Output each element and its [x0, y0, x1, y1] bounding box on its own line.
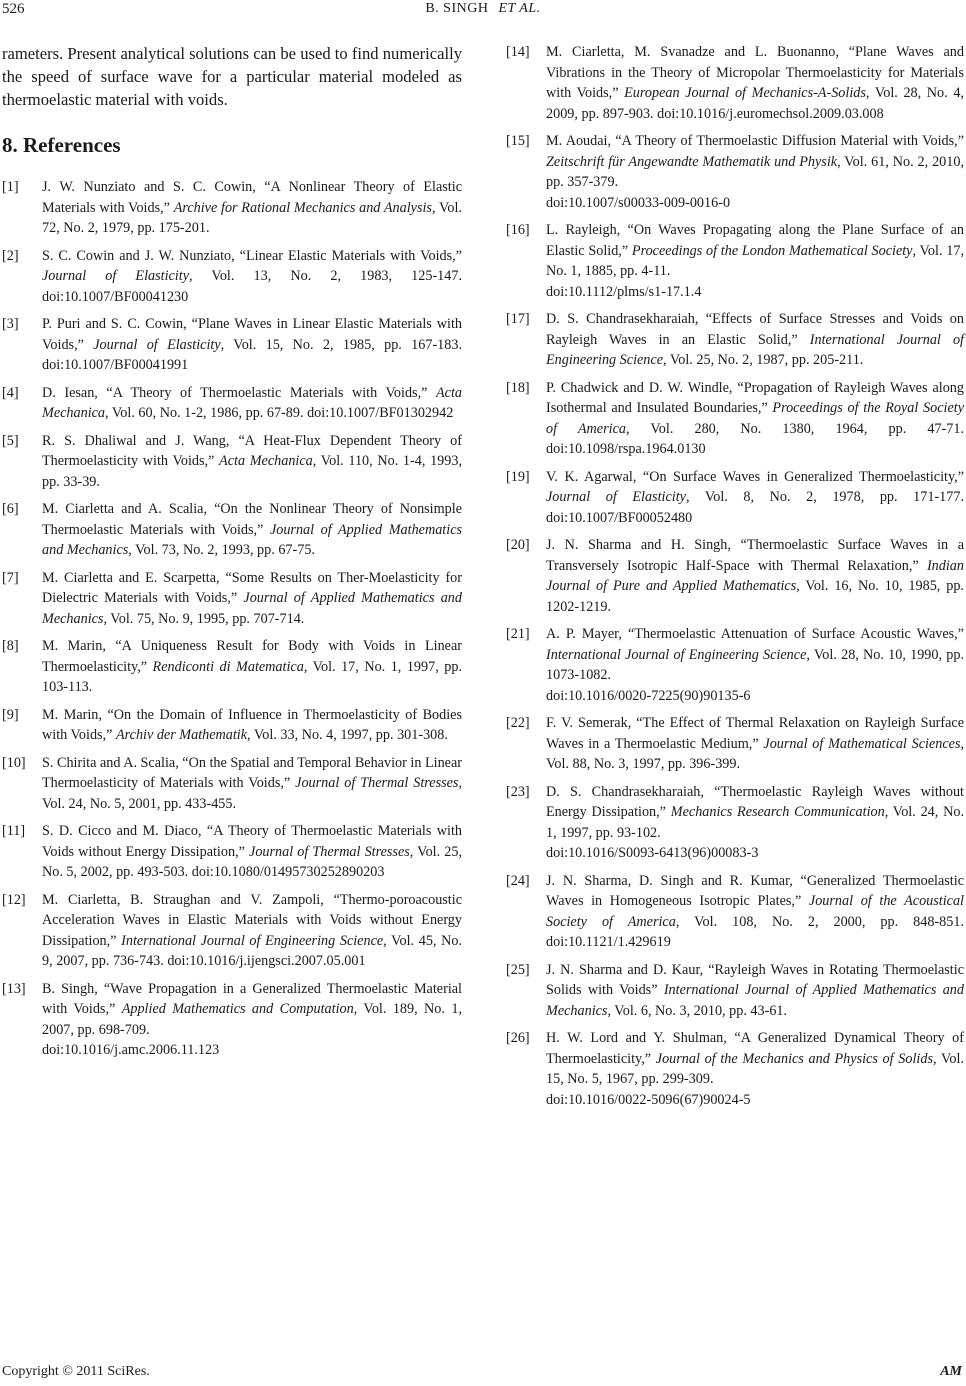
reference-authors-title: M. Marin, “A Uniqueness Result for Body with Voids in Linear Thermoelasticity,”	[42, 638, 462, 675]
reference-text	[546, 467, 964, 529]
reference-item	[506, 624, 964, 706]
reference-item	[506, 713, 964, 775]
reference-journal: Proceedings of the Royal Society of America	[546, 400, 964, 437]
reference-text	[42, 499, 462, 561]
reference-details: , Vol. 88, No. 3, 1997, pp. 396-399.	[546, 735, 965, 772]
reference-details: , Vol. 16, No. 10, 1985, pp. 1202-1219.	[546, 578, 964, 615]
reference-doi: doi:10.1016/0022-5096(67)90024-5	[546, 1091, 751, 1108]
reference-authors-title: M. Ciarletta, B. Straughan and V. Zampoli, “Thermo-poroacoustic Acceleration Waves in Elastic Materials with Voids without Energy Dissipation,”	[42, 891, 462, 949]
reference-text	[546, 871, 964, 953]
reference-number: [6]	[2, 501, 19, 517]
reference-journal: Journal of Elasticity	[546, 489, 686, 505]
reference-doi: doi:10.1016/j.amc.2006.11.123	[42, 1042, 220, 1058]
reference-number: [23]	[506, 783, 530, 800]
reference-text	[42, 568, 462, 630]
reference-number: [22]	[506, 715, 530, 731]
reference-details: , Vol. 17, No. 1, 1997, pp. 103-113.	[42, 658, 462, 695]
reference-details: , Vol. 61, No. 2, 2010, pp. 357-379.	[546, 153, 964, 190]
reference-authors-title: S. D. Cicco and M. Diaco, “A Theory of Thermoelastic Materials with Voids without Energy Dissipation,”	[42, 823, 462, 860]
reference-authors-title: S. C. Cowin and J. W. Nunziato, “Linear Elastic Materials with Voids,”	[42, 247, 462, 264]
reference-number: [13]	[2, 980, 26, 997]
reference-authors-title: L. Rayleigh, “On Waves Propagating along the Plane Surface of an Elastic Solid,”	[546, 222, 964, 259]
reference-text	[546, 1028, 964, 1110]
reference-text	[42, 383, 462, 424]
reference-item	[2, 177, 462, 239]
reference-authors-title: R. S. Dhaliwal and J. Wang, “A Heat-Flux Dependent Theory of Thermoelasticity with Voids,”	[42, 432, 462, 469]
reference-number: [17]	[506, 311, 530, 327]
reference-journal: Indian Journal of Pure and Applied Mathematics	[546, 557, 964, 594]
reference-number: [20]	[506, 537, 530, 553]
reference-details: , Vol. 6, No. 3, 2010, pp. 43-61.	[607, 1002, 788, 1019]
reference-doi: doi:10.1007/s00033-009-0016-0	[546, 194, 731, 211]
reference-authors-title: B. Singh, “Wave Propagation in a Generalized Thermoelastic Material with Voids,”	[42, 980, 462, 1017]
reference-item	[506, 960, 964, 1022]
reference-text	[546, 131, 964, 213]
reference-authors-title: D. S. Chandrasekharaiah, “Thermoelastic Rayleigh Waves without Energy Dissipation,”	[546, 783, 964, 820]
reference-authors-title: D. Iesan, “A Theory of Thermoelastic Materials with Voids,”	[42, 384, 436, 401]
reference-authors-title: V. K. Agarwal, “On Surface Waves in Generalized Thermoelasticity,”	[546, 468, 964, 485]
reference-item	[2, 979, 462, 1061]
reference-text	[546, 309, 964, 371]
reference-doi: doi:10.1016/S0093-6413(96)00083-3	[546, 845, 759, 861]
page-header	[0, 0, 966, 24]
section-heading: 8. References	[2, 133, 121, 157]
reference-authors-title: A. P. Mayer, “Thermoelastic Attenuation of Surface Acoustic Waves,”	[546, 626, 964, 642]
reference-text	[42, 890, 462, 972]
reference-text	[42, 636, 462, 698]
reference-journal: International Journal of Engineering Science	[546, 331, 964, 368]
reference-item	[2, 821, 462, 883]
reference-text	[546, 782, 964, 864]
reference-details: , Vol. 28, No. 10, 1990, pp. 1073-1082.	[546, 646, 964, 683]
left-column	[2, 42, 462, 1068]
reference-number: [24]	[506, 872, 530, 889]
reference-journal: European Journal of Mechanics-A-Solids	[624, 85, 866, 101]
running-head-author: B. SINGH	[425, 1, 489, 16]
reference-details: , Vol. 72, No. 2, 1979, pp. 175-201.	[42, 199, 462, 236]
reference-journal: Archive for Rational Mechanics and Analysis	[173, 199, 432, 216]
reference-authors-title: M. Ciarletta and A. Scalia, “On the Nonlinear Theory of Nonsimple Thermoelastic Materials with Voids,”	[42, 501, 462, 538]
reference-item	[506, 220, 964, 302]
reference-authors-title: H. W. Lord and Y. Shulman, “A Generalized Dynamical Theory of Thermoelasticity,”	[546, 1030, 964, 1067]
reference-authors-title: M. Ciarletta, M. Svanadze and L. Buonanno, “Plane Waves and Vibrations in the Theory of Micropolar Thermoelasticity for Materials with Voids,”	[546, 44, 964, 101]
reference-number: [1]	[2, 179, 19, 195]
reference-authors-title: M. Aoudai, “A Theory of Thermoelastic Diffusion Material with Voids,”	[546, 133, 964, 149]
reference-authors-title: P. Puri and S. C. Cowin, “Plane Waves in Linear Elastic Materials with Voids,”	[42, 316, 462, 353]
reference-details: , Vol. 15, No. 5, 1967, pp. 299-309.	[546, 1050, 964, 1087]
reference-details: , Vol. 60, No. 1-2, 1986, pp. 67-89. doi:10.1007/BF01302942	[105, 405, 454, 421]
running-head-suffix: ET AL.	[498, 1, 541, 16]
reference-authors-title: D. S. Chandrasekharaiah, “Effects of Surface Stresses and Voids on Rayleigh Waves in an Elastic Solid,”	[546, 311, 964, 348]
reference-authors-title: J. N. Sharma and D. Kaur, “Rayleigh Waves in Rotating Thermoelastic Solids with Voids”	[546, 961, 964, 998]
reference-doi: doi:10.1112/plms/s1-17.1.4	[546, 283, 702, 300]
reference-number: [9]	[2, 706, 19, 723]
reference-journal: Acta Mechanica	[219, 453, 313, 469]
reference-item	[506, 378, 964, 460]
reference-text	[546, 378, 964, 460]
reference-number: [26]	[506, 1030, 530, 1046]
reference-item	[2, 890, 462, 972]
reference-number: [10]	[2, 754, 26, 771]
copyright-notice: Copyright © 2011 SciRes.	[2, 1364, 150, 1379]
reference-details: , Vol. 280, No. 1380, 1964, pp. 47-71. doi:10.1098/rspa.1964.0130	[546, 420, 965, 457]
reference-text	[546, 713, 964, 775]
reference-journal: Journal of Applied Mathematics and Mechanics	[42, 521, 463, 558]
reference-item	[2, 383, 462, 424]
reference-journal: Mechanics Research Communication	[670, 804, 885, 820]
reference-number: [19]	[506, 468, 530, 485]
reference-authors-title: M. Marin, “On the Domain of Influence in Thermoelasticity of Bodies with Voids,”	[42, 706, 462, 743]
reference-number: [14]	[506, 44, 530, 60]
reference-authors-title: S. Chirita and A. Scalia, “On the Spatial and Temporal Behavior in Linear Thermoelasticity of Materials with Voids,”	[42, 754, 462, 791]
reference-item	[2, 636, 462, 698]
reference-number: [7]	[2, 569, 19, 586]
reference-item	[2, 753, 462, 815]
reference-details: , Vol. 15, No. 2, 1985, pp. 167-183. doi:10.1007/BF00041991	[42, 336, 462, 373]
reference-details: , Vol. 189, No. 1, 2007, pp. 698-709.	[42, 1001, 462, 1038]
reference-text	[546, 535, 964, 617]
reference-journal: Journal of the Acoustical Society of America	[546, 893, 965, 930]
reference-journal: Journal of Elasticity	[42, 268, 189, 284]
reference-item	[506, 1028, 964, 1110]
reference-item	[2, 705, 462, 746]
reference-journal: Journal of Mathematical Sciences	[763, 735, 961, 752]
reference-journal: International Journal of Engineering Science	[121, 932, 384, 949]
reference-number: [11]	[2, 823, 26, 839]
reference-journal: Journal of Thermal Stresses	[295, 775, 459, 791]
reference-number: [18]	[506, 379, 530, 396]
reference-details: , Vol. 108, No. 2, 2000, pp. 848-851. doi:10.1121/1.429619	[546, 913, 964, 950]
reference-list-left	[2, 177, 462, 1061]
reference-journal: Journal of Elasticity	[93, 336, 221, 353]
page-number: 526	[2, 1, 25, 17]
reference-number: [2]	[2, 247, 19, 264]
reference-item	[2, 499, 462, 561]
reference-journal: Zeitschrift für Angewandte Mathematik und Physik	[546, 153, 838, 170]
reference-authors-title: M. Ciarletta and E. Scarpetta, “Some Results on Ther-Moelasticity for Dielectric Materials with Voids,”	[42, 569, 462, 606]
reference-text	[42, 705, 462, 746]
reference-item	[506, 467, 964, 529]
reference-text	[546, 624, 964, 706]
reference-number: [12]	[2, 891, 26, 908]
reference-item	[506, 42, 964, 124]
reference-details: , Vol. 8, No. 2, 1978, pp. 171-177. doi:10.1007/BF00052480	[546, 489, 964, 526]
reference-item	[506, 871, 964, 953]
reference-text	[42, 753, 462, 815]
reference-number: [8]	[2, 638, 19, 654]
reference-list-right	[506, 42, 964, 1110]
reference-item	[2, 431, 462, 493]
reference-details: , Vol. 13, No. 2, 1983, 125-147. doi:10.1007/BF00041230	[42, 268, 462, 305]
intro-paragraph: rameters. Present analytical solutions can be used to find numerically the speed of surface wave for a particular material modeled as thermoelastic material with voids.	[2, 44, 462, 109]
reference-text	[42, 314, 462, 376]
reference-text	[42, 979, 462, 1061]
reference-details: , Vol. 33, No. 4, 1997, pp. 301-308.	[247, 727, 448, 743]
reference-number: [25]	[506, 961, 530, 978]
reference-item	[506, 535, 964, 617]
reference-details: , Vol. 73, No. 2, 1993, pp. 67-75.	[128, 542, 315, 558]
reference-authors-title: J. N. Sharma, D. Singh and R. Kumar, “Generalized Thermoelastic Waves in Homogeneous Isotropic Plates,”	[546, 872, 964, 909]
reference-journal: Journal of the Mechanics and Physics of Solids	[655, 1050, 933, 1067]
reference-authors-title: P. Chadwick and D. W. Windle, “Propagation of Rayleigh Waves along Isothermal and Insulated Boundaries,”	[546, 379, 964, 416]
reference-details: , Vol. 45, No. 9, 2007, pp. 736-743. doi:10.1016/j.ijengsci.2007.05.001	[42, 932, 462, 969]
reference-text	[42, 821, 462, 883]
reference-doi: doi:10.1016/0020-7225(90)90135-6	[546, 687, 751, 704]
right-column	[506, 42, 964, 1117]
reference-number: [5]	[2, 432, 19, 449]
reference-details: , Vol. 28, No. 4, 2009, pp. 897-903. doi:10.1016/j.euromechsol.2009.03.008	[546, 85, 964, 122]
reference-authors-title: J. W. Nunziato and S. C. Cowin, “A Nonlinear Theory of Elastic Materials with Voids,”	[42, 179, 462, 216]
running-head	[0, 1, 966, 17]
reference-details: , Vol. 25, No. 5, 2002, pp. 493-503. doi:10.1080/01495730252890203	[42, 843, 462, 880]
reference-number: [16]	[506, 222, 530, 238]
reference-item	[506, 309, 964, 371]
reference-details: , Vol. 25, No. 2, 1987, pp. 205-211.	[663, 352, 864, 368]
reference-item	[2, 246, 462, 308]
reference-item	[2, 314, 462, 376]
journal-abbreviation: AM	[940, 1364, 962, 1379]
reference-details: , Vol. 17, No. 1, 1885, pp. 4-11.	[546, 242, 964, 279]
reference-details: , Vol. 110, No. 1-4, 1993, pp. 33-39.	[42, 453, 462, 490]
reference-journal: Rendiconti di Matematica	[152, 658, 304, 675]
reference-item	[506, 782, 964, 864]
reference-item	[2, 568, 462, 630]
reference-journal: Proceedings of the London Mathematical Society	[631, 242, 913, 259]
reference-number: [15]	[506, 133, 530, 149]
reference-authors-title: F. V. Semerak, “The Effect of Thermal Relaxation on Rayleigh Surface Waves in a Thermoelastic Medium,”	[546, 715, 964, 752]
reference-details: , Vol. 24, No. 5, 2001, pp. 433-455.	[42, 775, 462, 812]
reference-item	[506, 131, 964, 213]
reference-details: , Vol. 75, No. 9, 1995, pp. 707-714.	[103, 610, 305, 627]
reference-authors-title: J. N. Sharma and H. Singh, “Thermoelastic Surface Waves in a Transversely Isotropic Half-Space with Thermal Relaxation,”	[546, 537, 964, 574]
reference-journal: Journal of Thermal Stresses	[249, 843, 410, 860]
reference-journal: International Journal of Engineering Science	[546, 646, 807, 663]
reference-details: , Vol. 24, No. 1, 1997, pp. 93-102.	[546, 804, 964, 841]
reference-text	[546, 42, 964, 124]
reference-text	[42, 431, 462, 493]
reference-journal: Acta Mechanica	[42, 384, 462, 421]
reference-number: [21]	[506, 626, 530, 642]
reference-journal: Archiv der Mathematik	[115, 727, 248, 743]
reference-text	[42, 177, 462, 239]
reference-number: [4]	[2, 384, 19, 401]
reference-journal: International Journal of Applied Mathematics and Mechanics	[546, 982, 964, 1019]
reference-text	[42, 246, 462, 308]
reference-journal: Applied Mathematics and Computation	[121, 1001, 354, 1017]
reference-journal: Journal of Applied Mathematics and Mechanics	[42, 590, 462, 627]
reference-number: [3]	[2, 316, 19, 332]
reference-text	[546, 220, 964, 302]
reference-text	[546, 960, 964, 1022]
